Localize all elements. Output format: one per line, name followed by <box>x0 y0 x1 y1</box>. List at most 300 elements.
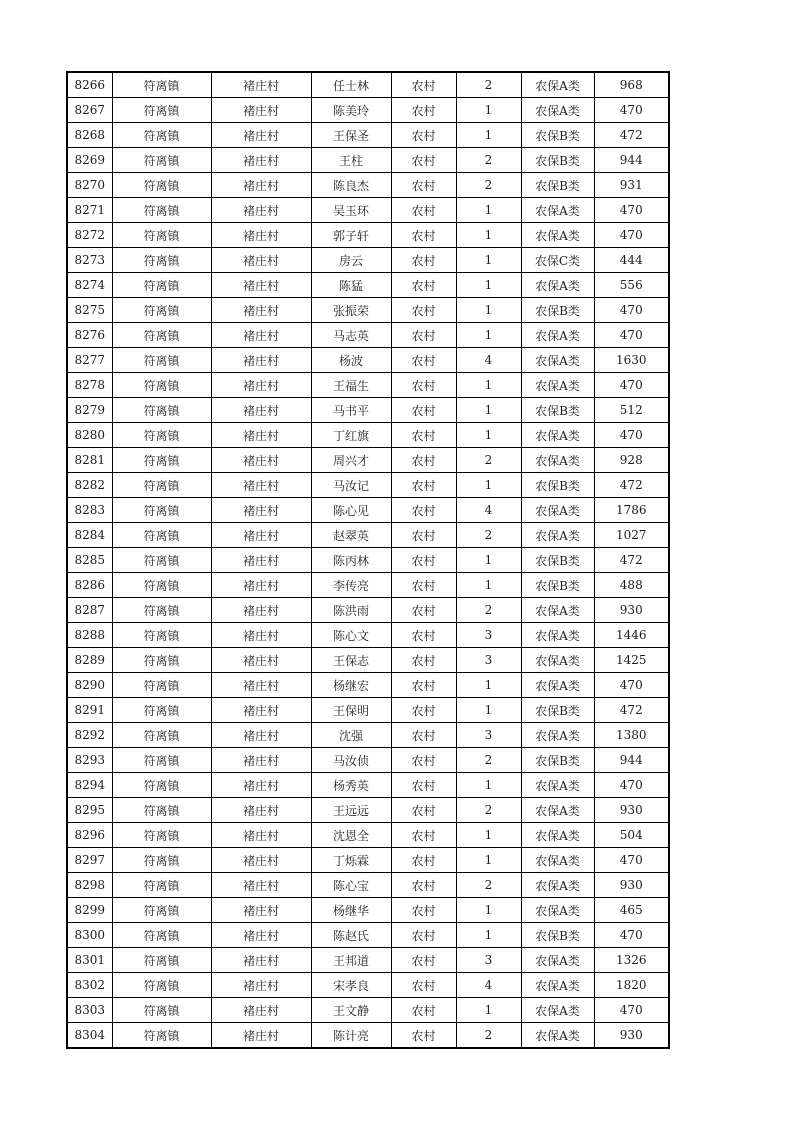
cell-village: 褚庄村 <box>211 148 311 173</box>
cell-insurance-category: 农保A类 <box>521 72 594 98</box>
cell-town: 符离镇 <box>112 773 211 798</box>
cell-household-count: 2 <box>456 1023 521 1049</box>
cell-serial-number: 8271 <box>67 198 112 223</box>
cell-town: 符离镇 <box>112 123 211 148</box>
cell-village: 褚庄村 <box>211 648 311 673</box>
cell-insurance-category: 农保A类 <box>521 873 594 898</box>
cell-town: 符离镇 <box>112 148 211 173</box>
cell-residence-type: 农村 <box>391 1023 456 1049</box>
cell-village: 褚庄村 <box>211 623 311 648</box>
cell-insurance-category: 农保A类 <box>521 423 594 448</box>
cell-residence-type: 农村 <box>391 698 456 723</box>
cell-person-name: 郭子轩 <box>311 223 391 248</box>
cell-town: 符离镇 <box>112 998 211 1023</box>
cell-person-name: 陈丙林 <box>311 548 391 573</box>
cell-amount: 512 <box>594 398 669 423</box>
cell-household-count: 1 <box>456 473 521 498</box>
table-row <box>67 748 669 773</box>
cell-serial-number: 8290 <box>67 673 112 698</box>
cell-residence-type: 农村 <box>391 948 456 973</box>
cell-town: 符离镇 <box>112 948 211 973</box>
cell-serial-number: 8291 <box>67 698 112 723</box>
cell-village: 褚庄村 <box>211 773 311 798</box>
cell-residence-type: 农村 <box>391 998 456 1023</box>
cell-person-name: 杨秀英 <box>311 773 391 798</box>
table-row <box>67 998 669 1023</box>
cell-serial-number: 8283 <box>67 498 112 523</box>
cell-residence-type: 农村 <box>391 748 456 773</box>
table-row <box>67 248 669 273</box>
table-row <box>67 173 669 198</box>
cell-insurance-category: 农保A类 <box>521 1023 594 1049</box>
cell-person-name: 房云 <box>311 248 391 273</box>
cell-village: 褚庄村 <box>211 198 311 223</box>
cell-amount: 556 <box>594 273 669 298</box>
cell-amount: 930 <box>594 873 669 898</box>
cell-serial-number: 8276 <box>67 323 112 348</box>
cell-serial-number: 8284 <box>67 523 112 548</box>
cell-serial-number: 8278 <box>67 373 112 398</box>
table-row <box>67 973 669 998</box>
table-row <box>67 148 669 173</box>
cell-village: 褚庄村 <box>211 273 311 298</box>
cell-serial-number: 8274 <box>67 273 112 298</box>
cell-insurance-category: 农保B类 <box>521 548 594 573</box>
cell-amount: 470 <box>594 223 669 248</box>
cell-town: 符离镇 <box>112 598 211 623</box>
cell-village: 褚庄村 <box>211 698 311 723</box>
table-row <box>67 523 669 548</box>
cell-household-count: 1 <box>456 98 521 123</box>
cell-household-count: 1 <box>456 373 521 398</box>
cell-person-name: 丁红旗 <box>311 423 391 448</box>
cell-residence-type: 农村 <box>391 148 456 173</box>
cell-amount: 1027 <box>594 523 669 548</box>
table-row <box>67 898 669 923</box>
cell-insurance-category: 农保A类 <box>521 373 594 398</box>
cell-insurance-category: 农保C类 <box>521 248 594 273</box>
cell-household-count: 1 <box>456 573 521 598</box>
cell-household-count: 1 <box>456 698 521 723</box>
cell-household-count: 1 <box>456 298 521 323</box>
table-row <box>67 398 669 423</box>
cell-amount: 470 <box>594 923 669 948</box>
cell-household-count: 2 <box>456 873 521 898</box>
table-row <box>67 873 669 898</box>
cell-household-count: 1 <box>456 248 521 273</box>
cell-amount: 470 <box>594 848 669 873</box>
cell-amount: 470 <box>594 773 669 798</box>
cell-amount: 472 <box>594 548 669 573</box>
cell-residence-type: 农村 <box>391 623 456 648</box>
table-row <box>67 423 669 448</box>
cell-insurance-category: 农保A类 <box>521 998 594 1023</box>
cell-residence-type: 农村 <box>391 673 456 698</box>
cell-town: 符离镇 <box>112 798 211 823</box>
cell-amount: 1446 <box>594 623 669 648</box>
cell-residence-type: 农村 <box>391 423 456 448</box>
cell-person-name: 陈美玲 <box>311 98 391 123</box>
cell-amount: 470 <box>594 998 669 1023</box>
cell-amount: 470 <box>594 298 669 323</box>
cell-serial-number: 8303 <box>67 998 112 1023</box>
cell-town: 符离镇 <box>112 748 211 773</box>
cell-person-name: 张振荣 <box>311 298 391 323</box>
cell-village: 褚庄村 <box>211 573 311 598</box>
cell-village: 褚庄村 <box>211 748 311 773</box>
cell-household-count: 1 <box>456 848 521 873</box>
cell-insurance-category: 农保A类 <box>521 98 594 123</box>
table-row <box>67 123 669 148</box>
table-row <box>67 673 669 698</box>
cell-town: 符离镇 <box>112 823 211 848</box>
cell-village: 褚庄村 <box>211 848 311 873</box>
cell-residence-type: 农村 <box>391 973 456 998</box>
cell-serial-number: 8301 <box>67 948 112 973</box>
cell-village: 褚庄村 <box>211 373 311 398</box>
cell-serial-number: 8304 <box>67 1023 112 1049</box>
cell-amount: 444 <box>594 248 669 273</box>
cell-town: 符离镇 <box>112 348 211 373</box>
cell-household-count: 1 <box>456 898 521 923</box>
cell-serial-number: 8293 <box>67 748 112 773</box>
cell-person-name: 宋孝良 <box>311 973 391 998</box>
table-row <box>67 623 669 648</box>
table-row <box>67 448 669 473</box>
cell-household-count: 1 <box>456 123 521 148</box>
cell-residence-type: 农村 <box>391 498 456 523</box>
cell-village: 褚庄村 <box>211 548 311 573</box>
cell-town: 符离镇 <box>112 573 211 598</box>
cell-household-count: 1 <box>456 673 521 698</box>
cell-household-count: 1 <box>456 423 521 448</box>
cell-insurance-category: 农保A类 <box>521 848 594 873</box>
cell-town: 符离镇 <box>112 723 211 748</box>
cell-residence-type: 农村 <box>391 648 456 673</box>
cell-household-count: 3 <box>456 623 521 648</box>
cell-village: 褚庄村 <box>211 873 311 898</box>
cell-town: 符离镇 <box>112 498 211 523</box>
cell-town: 符离镇 <box>112 273 211 298</box>
cell-residence-type: 农村 <box>391 273 456 298</box>
cell-village: 褚庄村 <box>211 348 311 373</box>
cell-village: 褚庄村 <box>211 1023 311 1049</box>
cell-serial-number: 8289 <box>67 648 112 673</box>
cell-town: 符离镇 <box>112 423 211 448</box>
cell-town: 符离镇 <box>112 523 211 548</box>
cell-residence-type: 农村 <box>391 598 456 623</box>
cell-serial-number: 8286 <box>67 573 112 598</box>
cell-person-name: 王邦道 <box>311 948 391 973</box>
cell-amount: 472 <box>594 473 669 498</box>
cell-person-name: 王保志 <box>311 648 391 673</box>
cell-person-name: 陈洪雨 <box>311 598 391 623</box>
cell-insurance-category: 农保A类 <box>521 323 594 348</box>
cell-town: 符离镇 <box>112 72 211 98</box>
cell-insurance-category: 农保A类 <box>521 198 594 223</box>
cell-insurance-category: 农保A类 <box>521 273 594 298</box>
table-row <box>67 723 669 748</box>
cell-village: 褚庄村 <box>211 448 311 473</box>
table-row <box>67 948 669 973</box>
cell-town: 符离镇 <box>112 373 211 398</box>
table-row <box>67 1023 669 1049</box>
cell-person-name: 杨波 <box>311 348 391 373</box>
cell-insurance-category: 农保A类 <box>521 498 594 523</box>
table-row <box>67 573 669 598</box>
cell-residence-type: 农村 <box>391 823 456 848</box>
cell-village: 褚庄村 <box>211 223 311 248</box>
cell-town: 符离镇 <box>112 973 211 998</box>
cell-person-name: 马书平 <box>311 398 391 423</box>
cell-insurance-category: 农保A类 <box>521 973 594 998</box>
cell-serial-number: 8281 <box>67 448 112 473</box>
table-body <box>67 72 669 1048</box>
cell-amount: 1786 <box>594 498 669 523</box>
table-row <box>67 98 669 123</box>
cell-amount: 470 <box>594 373 669 398</box>
cell-residence-type: 农村 <box>391 873 456 898</box>
table-row <box>67 373 669 398</box>
rural-insurance-roster-table <box>66 71 670 1049</box>
cell-amount: 1326 <box>594 948 669 973</box>
cell-insurance-category: 农保B类 <box>521 748 594 773</box>
cell-person-name: 王远远 <box>311 798 391 823</box>
cell-person-name: 王福生 <box>311 373 391 398</box>
table-row <box>67 598 669 623</box>
cell-village: 褚庄村 <box>211 798 311 823</box>
cell-residence-type: 农村 <box>391 123 456 148</box>
cell-insurance-category: 农保B类 <box>521 473 594 498</box>
cell-town: 符离镇 <box>112 923 211 948</box>
cell-household-count: 1 <box>456 773 521 798</box>
cell-village: 褚庄村 <box>211 723 311 748</box>
cell-person-name: 沈强 <box>311 723 391 748</box>
cell-residence-type: 农村 <box>391 298 456 323</box>
cell-person-name: 吴玉环 <box>311 198 391 223</box>
cell-village: 褚庄村 <box>211 823 311 848</box>
cell-village: 褚庄村 <box>211 498 311 523</box>
cell-amount: 930 <box>594 798 669 823</box>
cell-village: 褚庄村 <box>211 523 311 548</box>
cell-village: 褚庄村 <box>211 473 311 498</box>
cell-serial-number: 8298 <box>67 873 112 898</box>
cell-serial-number: 8294 <box>67 773 112 798</box>
cell-village: 褚庄村 <box>211 323 311 348</box>
cell-household-count: 2 <box>456 72 521 98</box>
cell-insurance-category: 农保B类 <box>521 173 594 198</box>
cell-town: 符离镇 <box>112 648 211 673</box>
cell-person-name: 李传亮 <box>311 573 391 598</box>
cell-person-name: 王保圣 <box>311 123 391 148</box>
cell-household-count: 2 <box>456 173 521 198</box>
cell-amount: 472 <box>594 698 669 723</box>
cell-person-name: 周兴才 <box>311 448 391 473</box>
cell-town: 符离镇 <box>112 898 211 923</box>
cell-town: 符离镇 <box>112 698 211 723</box>
cell-village: 褚庄村 <box>211 898 311 923</box>
cell-insurance-category: 农保A类 <box>521 448 594 473</box>
table-row <box>67 548 669 573</box>
cell-serial-number: 8272 <box>67 223 112 248</box>
cell-residence-type: 农村 <box>391 223 456 248</box>
cell-insurance-category: 农保A类 <box>521 723 594 748</box>
cell-amount: 488 <box>594 573 669 598</box>
cell-person-name: 陈猛 <box>311 273 391 298</box>
cell-residence-type: 农村 <box>391 98 456 123</box>
cell-insurance-category: 农保B类 <box>521 123 594 148</box>
cell-household-count: 2 <box>456 598 521 623</box>
cell-residence-type: 农村 <box>391 173 456 198</box>
cell-insurance-category: 农保B类 <box>521 298 594 323</box>
cell-person-name: 任士林 <box>311 72 391 98</box>
cell-amount: 470 <box>594 323 669 348</box>
cell-town: 符离镇 <box>112 298 211 323</box>
cell-amount: 1425 <box>594 648 669 673</box>
cell-residence-type: 农村 <box>391 798 456 823</box>
cell-town: 符离镇 <box>112 173 211 198</box>
cell-residence-type: 农村 <box>391 523 456 548</box>
cell-person-name: 杨继宏 <box>311 673 391 698</box>
cell-village: 褚庄村 <box>211 72 311 98</box>
cell-village: 褚庄村 <box>211 423 311 448</box>
cell-residence-type: 农村 <box>391 323 456 348</box>
cell-town: 符离镇 <box>112 323 211 348</box>
cell-town: 符离镇 <box>112 448 211 473</box>
cell-serial-number: 8277 <box>67 348 112 373</box>
cell-person-name: 王柱 <box>311 148 391 173</box>
cell-household-count: 1 <box>456 548 521 573</box>
cell-amount: 968 <box>594 72 669 98</box>
cell-insurance-category: 农保B类 <box>521 923 594 948</box>
cell-insurance-category: 农保A类 <box>521 598 594 623</box>
cell-serial-number: 8288 <box>67 623 112 648</box>
table-row <box>67 773 669 798</box>
cell-village: 褚庄村 <box>211 923 311 948</box>
cell-household-count: 2 <box>456 748 521 773</box>
cell-household-count: 1 <box>456 198 521 223</box>
cell-residence-type: 农村 <box>391 448 456 473</box>
cell-serial-number: 8300 <box>67 923 112 948</box>
cell-household-count: 2 <box>456 523 521 548</box>
table-row <box>67 698 669 723</box>
cell-insurance-category: 农保A类 <box>521 648 594 673</box>
cell-town: 符离镇 <box>112 473 211 498</box>
cell-town: 符离镇 <box>112 548 211 573</box>
cell-village: 褚庄村 <box>211 948 311 973</box>
cell-household-count: 1 <box>456 998 521 1023</box>
cell-insurance-category: 农保A类 <box>521 348 594 373</box>
cell-insurance-category: 农保A类 <box>521 948 594 973</box>
cell-household-count: 1 <box>456 398 521 423</box>
cell-serial-number: 8282 <box>67 473 112 498</box>
cell-household-count: 4 <box>456 498 521 523</box>
cell-serial-number: 8285 <box>67 548 112 573</box>
table-row <box>67 923 669 948</box>
cell-insurance-category: 农保A类 <box>521 673 594 698</box>
cell-amount: 472 <box>594 123 669 148</box>
cell-household-count: 3 <box>456 948 521 973</box>
cell-serial-number: 8270 <box>67 173 112 198</box>
cell-household-count: 1 <box>456 923 521 948</box>
table-row <box>67 273 669 298</box>
cell-village: 褚庄村 <box>211 598 311 623</box>
cell-serial-number: 8273 <box>67 248 112 273</box>
table-row <box>67 648 669 673</box>
cell-serial-number: 8295 <box>67 798 112 823</box>
cell-village: 褚庄村 <box>211 98 311 123</box>
cell-insurance-category: 农保B类 <box>521 398 594 423</box>
cell-residence-type: 农村 <box>391 723 456 748</box>
table-row <box>67 72 669 98</box>
cell-insurance-category: 农保A类 <box>521 773 594 798</box>
cell-town: 符离镇 <box>112 1023 211 1049</box>
cell-residence-type: 农村 <box>391 573 456 598</box>
cell-town: 符离镇 <box>112 248 211 273</box>
cell-person-name: 丁烁霖 <box>311 848 391 873</box>
cell-village: 褚庄村 <box>211 173 311 198</box>
cell-amount: 944 <box>594 748 669 773</box>
cell-household-count: 1 <box>456 223 521 248</box>
cell-person-name: 赵翠英 <box>311 523 391 548</box>
cell-residence-type: 农村 <box>391 898 456 923</box>
cell-insurance-category: 农保A类 <box>521 798 594 823</box>
cell-residence-type: 农村 <box>391 773 456 798</box>
cell-serial-number: 8279 <box>67 398 112 423</box>
cell-serial-number: 8267 <box>67 98 112 123</box>
table-row <box>67 798 669 823</box>
cell-residence-type: 农村 <box>391 398 456 423</box>
cell-residence-type: 农村 <box>391 473 456 498</box>
cell-insurance-category: 农保A类 <box>521 223 594 248</box>
cell-serial-number: 8302 <box>67 973 112 998</box>
table-row <box>67 823 669 848</box>
cell-person-name: 王保明 <box>311 698 391 723</box>
cell-serial-number: 8297 <box>67 848 112 873</box>
table-row <box>67 323 669 348</box>
cell-person-name: 陈赵氏 <box>311 923 391 948</box>
cell-amount: 930 <box>594 1023 669 1049</box>
cell-village: 褚庄村 <box>211 673 311 698</box>
table-row <box>67 498 669 523</box>
cell-serial-number: 8299 <box>67 898 112 923</box>
cell-insurance-category: 农保B类 <box>521 573 594 598</box>
cell-village: 褚庄村 <box>211 998 311 1023</box>
table-row <box>67 348 669 373</box>
cell-residence-type: 农村 <box>391 848 456 873</box>
cell-residence-type: 农村 <box>391 198 456 223</box>
cell-amount: 470 <box>594 423 669 448</box>
cell-household-count: 2 <box>456 148 521 173</box>
cell-town: 符离镇 <box>112 873 211 898</box>
cell-person-name: 马志英 <box>311 323 391 348</box>
cell-household-count: 4 <box>456 348 521 373</box>
table-row <box>67 848 669 873</box>
cell-insurance-category: 农保B类 <box>521 148 594 173</box>
cell-amount: 944 <box>594 148 669 173</box>
cell-amount: 470 <box>594 98 669 123</box>
cell-person-name: 陈良杰 <box>311 173 391 198</box>
cell-person-name: 马汝记 <box>311 473 391 498</box>
cell-village: 褚庄村 <box>211 298 311 323</box>
cell-household-count: 1 <box>456 273 521 298</box>
cell-person-name: 陈计亮 <box>311 1023 391 1049</box>
cell-amount: 470 <box>594 198 669 223</box>
cell-residence-type: 农村 <box>391 248 456 273</box>
cell-village: 褚庄村 <box>211 123 311 148</box>
cell-person-name: 沈恩全 <box>311 823 391 848</box>
cell-residence-type: 农村 <box>391 548 456 573</box>
